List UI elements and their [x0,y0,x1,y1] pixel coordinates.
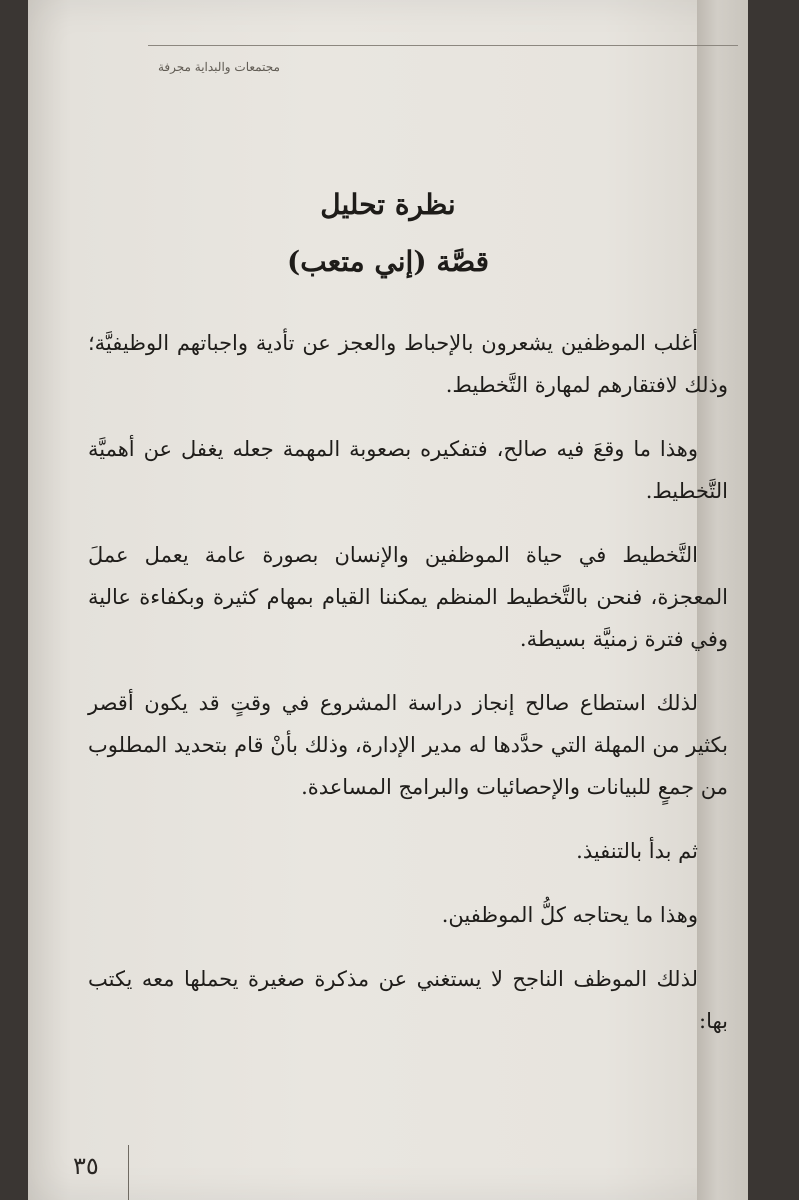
book-page [28,0,748,1200]
paragraph: لذلك الموظف الناجح لا يستغني عن مذكرة صغيرة يحملها معه يكتب بها: [88,967,728,1033]
paragraph: وهذا ما يحتاجه كلُّ الموظفين. [441,903,698,927]
running-head: مجتمعات والبداية مجرفة [158,60,280,74]
story-title: قصَّة (إني متعب) [286,245,490,278]
section-title: نظرة تحليل [320,188,456,221]
header-rule [148,45,738,46]
page-number-rule [128,1145,129,1200]
body-text [88,322,728,1064]
paragraph: ثم بدأ بالتنفيذ. [576,839,698,863]
paragraph: أغلب الموظفين يشعرون بالإحباط والعجز عن تأدية واجباتهم الوظيفيَّة؛ وذلك لافتقارهم لمهارة التَّخطيط. [88,331,728,397]
paragraph: لذلك استطاع صالح إنجاز دراسة المشروع في وقتٍ قد يكون أقصر بكثير من المهلة التي حدَّدها له مدير الإدارة، وذلك بأنْ قام بتحديد المطلوب من جمعٍ للبيانات والإحصائيات والبرامج المساعدة. [88,691,728,799]
paragraph: التَّخطيط في حياة الموظفين والإنسان بصورة عامة يعمل عملَ المعجزة، فنحن بالتَّخطيط المنظم يمكننا القيام بمهام كثيرة وبكفاءة عالية وفي فترة زمنيَّة بسيطة. [88,543,728,651]
page-number: ٣٥ [73,1152,99,1180]
paragraph: وهذا ما وقعَ فيه صالح، فتفكيره بصعوبة المهمة جعله يغفل عن أهميَّة التَّخطيط. [88,437,728,503]
